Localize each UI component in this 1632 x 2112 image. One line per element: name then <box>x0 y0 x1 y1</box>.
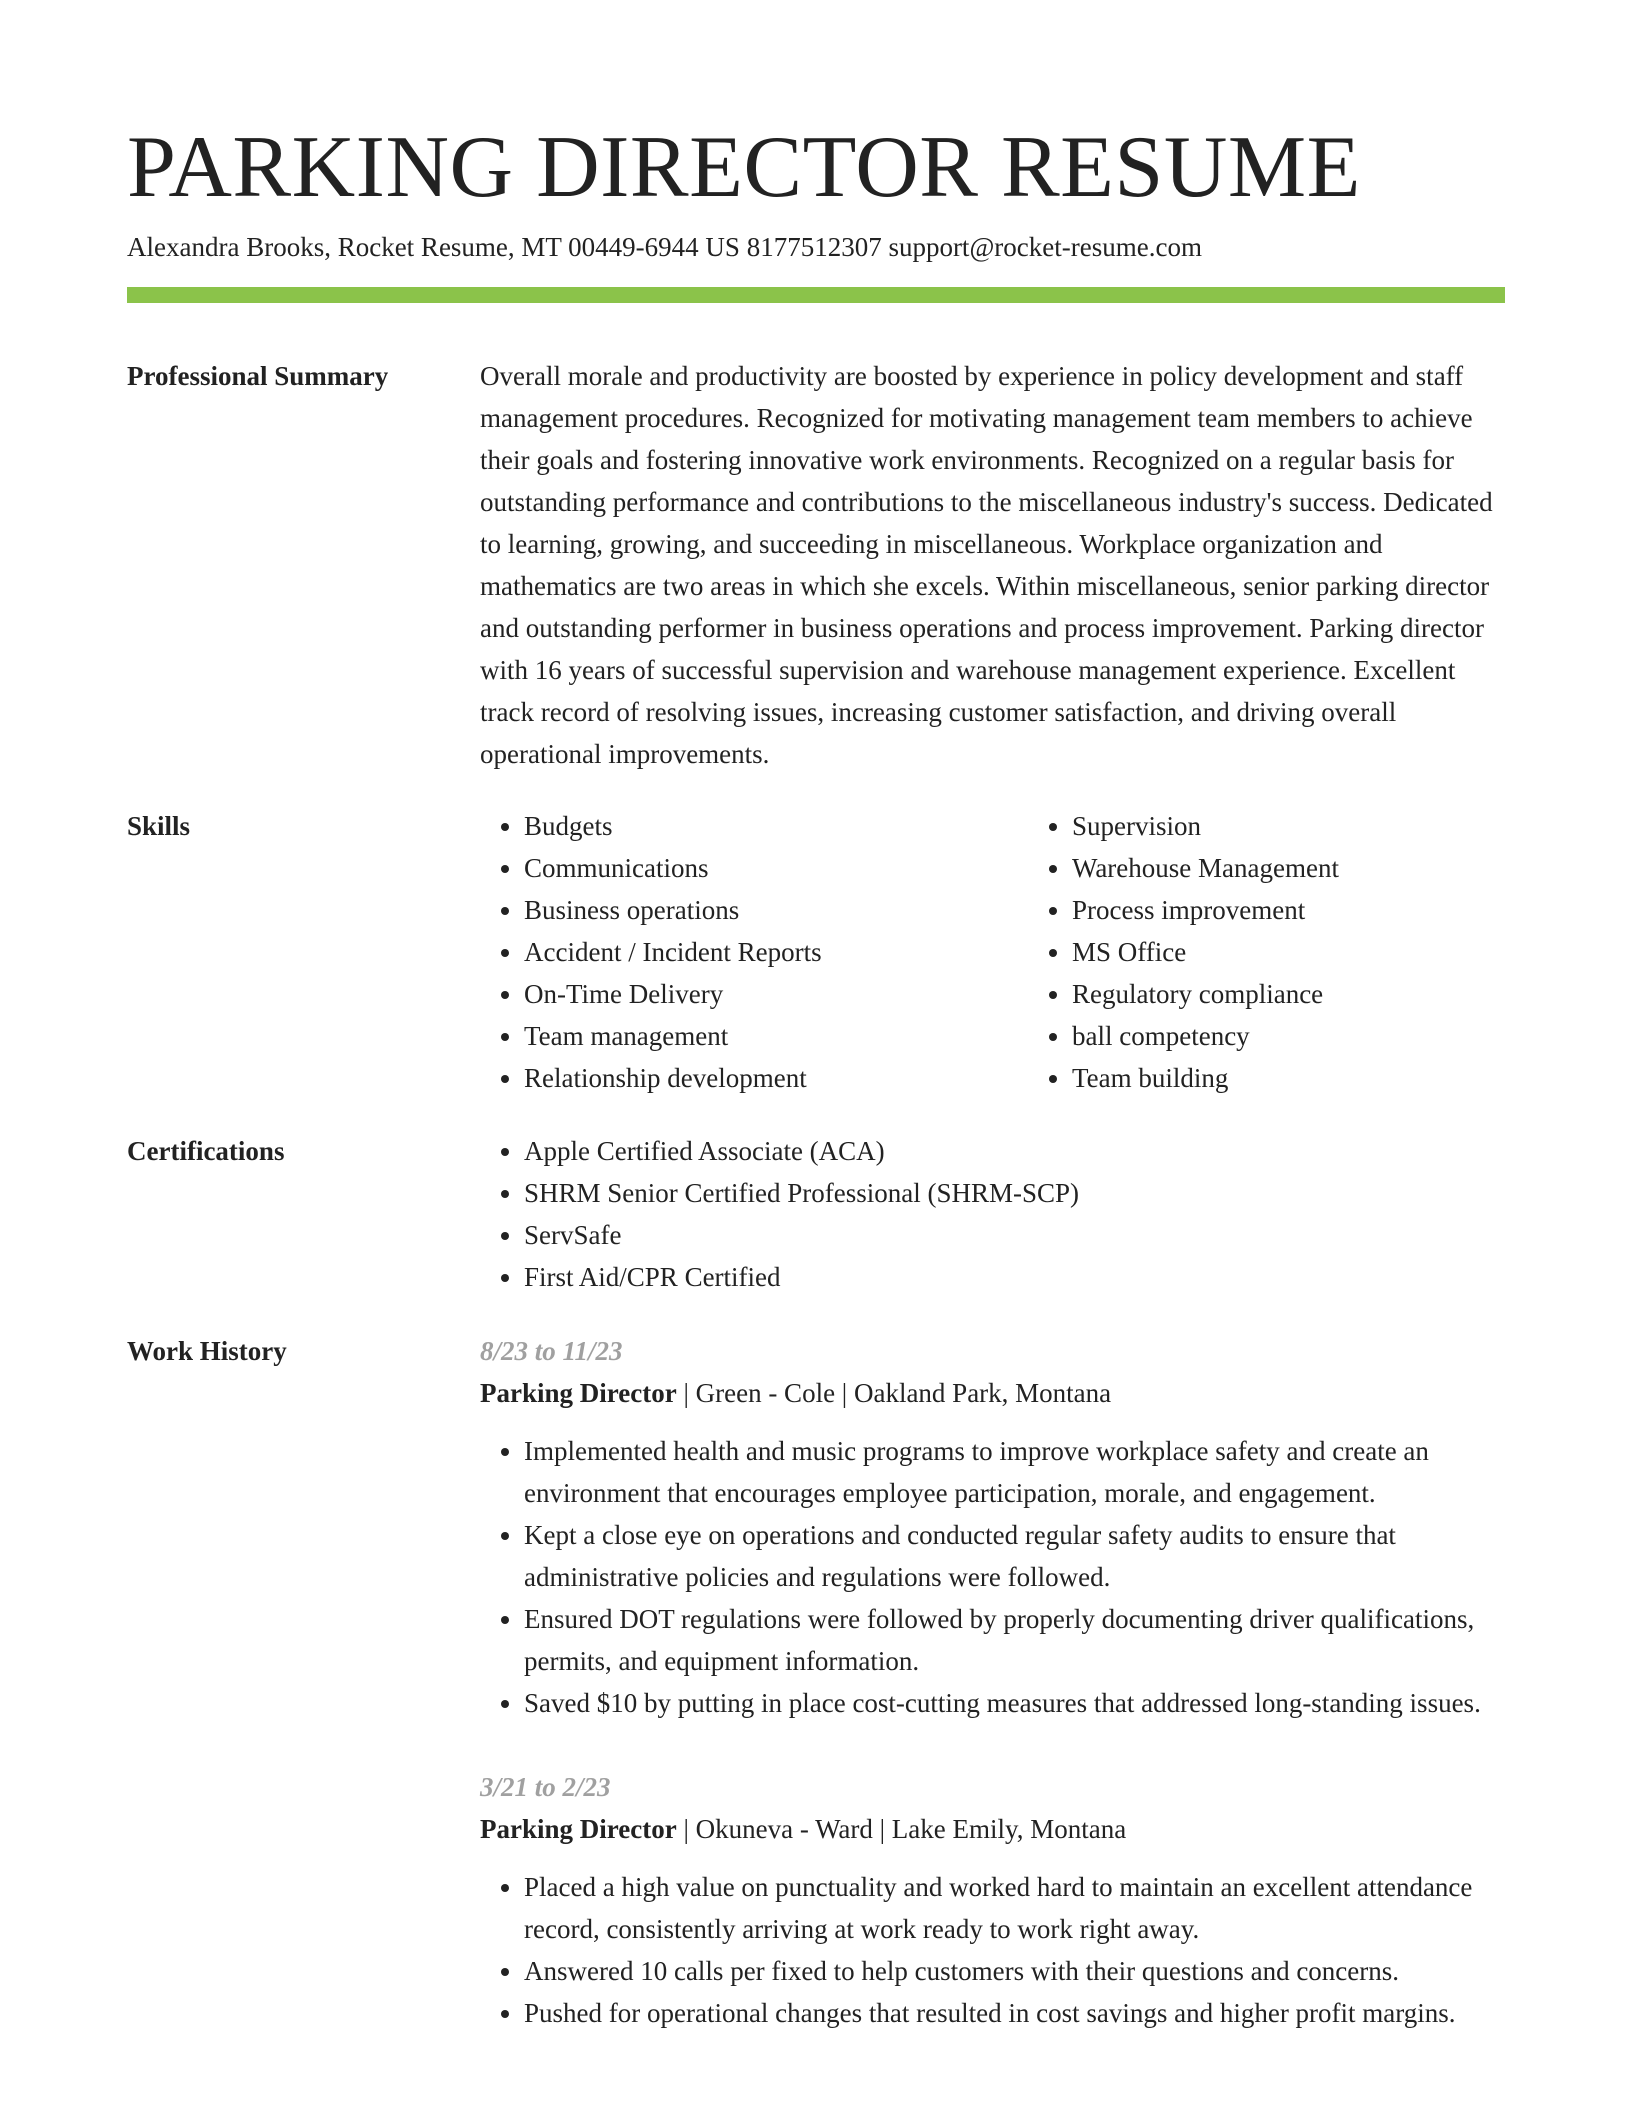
job-bullet: • Saved $10 by putting in place cost-cutting measures that addressed long-standing issues. <box>524 1682 1505 1724</box>
skill-item: • Process improvement <box>1072 889 1576 931</box>
skills-label: Skills <box>127 811 191 841</box>
job-title: Parking Director <box>480 1378 677 1408</box>
skills-section <box>127 805 1505 1099</box>
work-history-content <box>480 1330 1505 2076</box>
job-bullet: • Placed a high value on punctuality and worked hard to maintain an excellent attendance record, consistently arriving at work ready to work right away. <box>524 1866 1505 1950</box>
job-entry <box>480 1766 1505 2034</box>
contact-line <box>127 230 1505 264</box>
certifications-section <box>127 1130 1505 1298</box>
job-dates: 8/23 to 11/23 <box>480 1336 623 1366</box>
summary-content <box>480 355 1505 775</box>
skill-item: • ball competency <box>1072 1015 1576 1057</box>
skill-item: • Team building <box>1072 1057 1576 1099</box>
summary-section <box>127 355 1505 775</box>
certification-item: • ServSafe <box>524 1214 1505 1256</box>
contact-phone: 8177512307 <box>746 232 882 262</box>
skill-item: • MS Office <box>1072 931 1576 973</box>
job-heading <box>480 1808 1505 1850</box>
contact-email[interactable]: support@rocket-resume.com <box>888 232 1202 262</box>
skills-content <box>480 805 1576 1099</box>
skills-list-left <box>480 805 1028 1099</box>
accent-divider <box>127 287 1505 303</box>
job-bullet: • Answered 10 calls per fixed to help customers with their questions and concerns. <box>524 1950 1505 1992</box>
certifications-label: Certifications <box>127 1136 285 1166</box>
certification-item: • Apple Certified Associate (ACA) <box>524 1130 1505 1172</box>
job-title: Parking Director <box>480 1814 677 1844</box>
job-bullets <box>480 1866 1505 2034</box>
skill-item: • Team management <box>524 1015 1028 1057</box>
skill-item: • Supervision <box>1072 805 1576 847</box>
work-history-label: Work History <box>127 1336 287 1366</box>
certifications-content <box>480 1130 1505 1298</box>
certification-item: • SHRM Senior Certified Professional (SHRM-SCP) <box>524 1172 1505 1214</box>
contact-address: Rocket Resume, MT 00449-6944 US <box>337 232 740 262</box>
contact-name: Alexandra Brooks, <box>127 232 331 262</box>
job-details: | Green - Cole | Oakland Park, Montana <box>676 1378 1112 1408</box>
job-bullet: • Ensured DOT regulations were followed by properly documenting driver qualifications, permits, and equipment information. <box>524 1598 1505 1682</box>
job-bullets <box>480 1430 1505 1724</box>
resume-page <box>127 118 1505 2076</box>
skill-item: • Regulatory compliance <box>1072 973 1576 1015</box>
summary-text: Overall morale and productivity are boosted by experience in policy development and staff management procedures. Recognized for motivating management team members to achieve their goals and fostering innovative work environments. Recognized on a regular basis for outstanding performance and contributions to the miscellaneous industry's success. Dedicated to learning, growing, and succeeding in miscellaneous. Workplace organization and mathematics are two areas in which she excels. Within miscellaneous, senior parking director and outstanding performer in business operations and process improvement. Parking director with 16 years of successful supervision and warehouse management experience. Excellent track record of resolving issues, increasing customer satisfaction, and driving overall operational improvements. <box>480 361 1493 769</box>
skill-item: • Communications <box>524 847 1028 889</box>
job-bullet: • Implemented health and music programs to improve workplace safety and create an environment that encourages employee participation, morale, and engagement. <box>524 1430 1505 1514</box>
skills-list-right <box>1028 805 1576 1099</box>
job-heading <box>480 1372 1505 1414</box>
summary-label: Professional Summary <box>127 361 389 391</box>
work-history-section <box>127 1330 1505 2076</box>
resume-title: PARKING DIRECTOR RESUME <box>127 119 1361 216</box>
job-dates: 3/21 to 2/23 <box>480 1772 611 1802</box>
skill-item: • Warehouse Management <box>1072 847 1576 889</box>
certifications-list <box>480 1130 1505 1298</box>
skill-item: • Relationship development <box>524 1057 1028 1099</box>
job-bullet: • Pushed for operational changes that resulted in cost savings and higher profit margins. <box>524 1992 1505 2034</box>
job-bullet: • Kept a close eye on operations and conducted regular safety audits to ensure that administrative policies and regulations were followed. <box>524 1514 1505 1598</box>
job-entry <box>480 1330 1505 1724</box>
skill-item: • On-Time Delivery <box>524 973 1028 1015</box>
skill-item: • Accident / Incident Reports <box>524 931 1028 973</box>
skill-item: • Business operations <box>524 889 1028 931</box>
certification-item: • First Aid/CPR Certified <box>524 1256 1505 1298</box>
skill-item: • Budgets <box>524 805 1028 847</box>
job-details: | Okuneva - Ward | Lake Emily, Montana <box>676 1814 1127 1844</box>
